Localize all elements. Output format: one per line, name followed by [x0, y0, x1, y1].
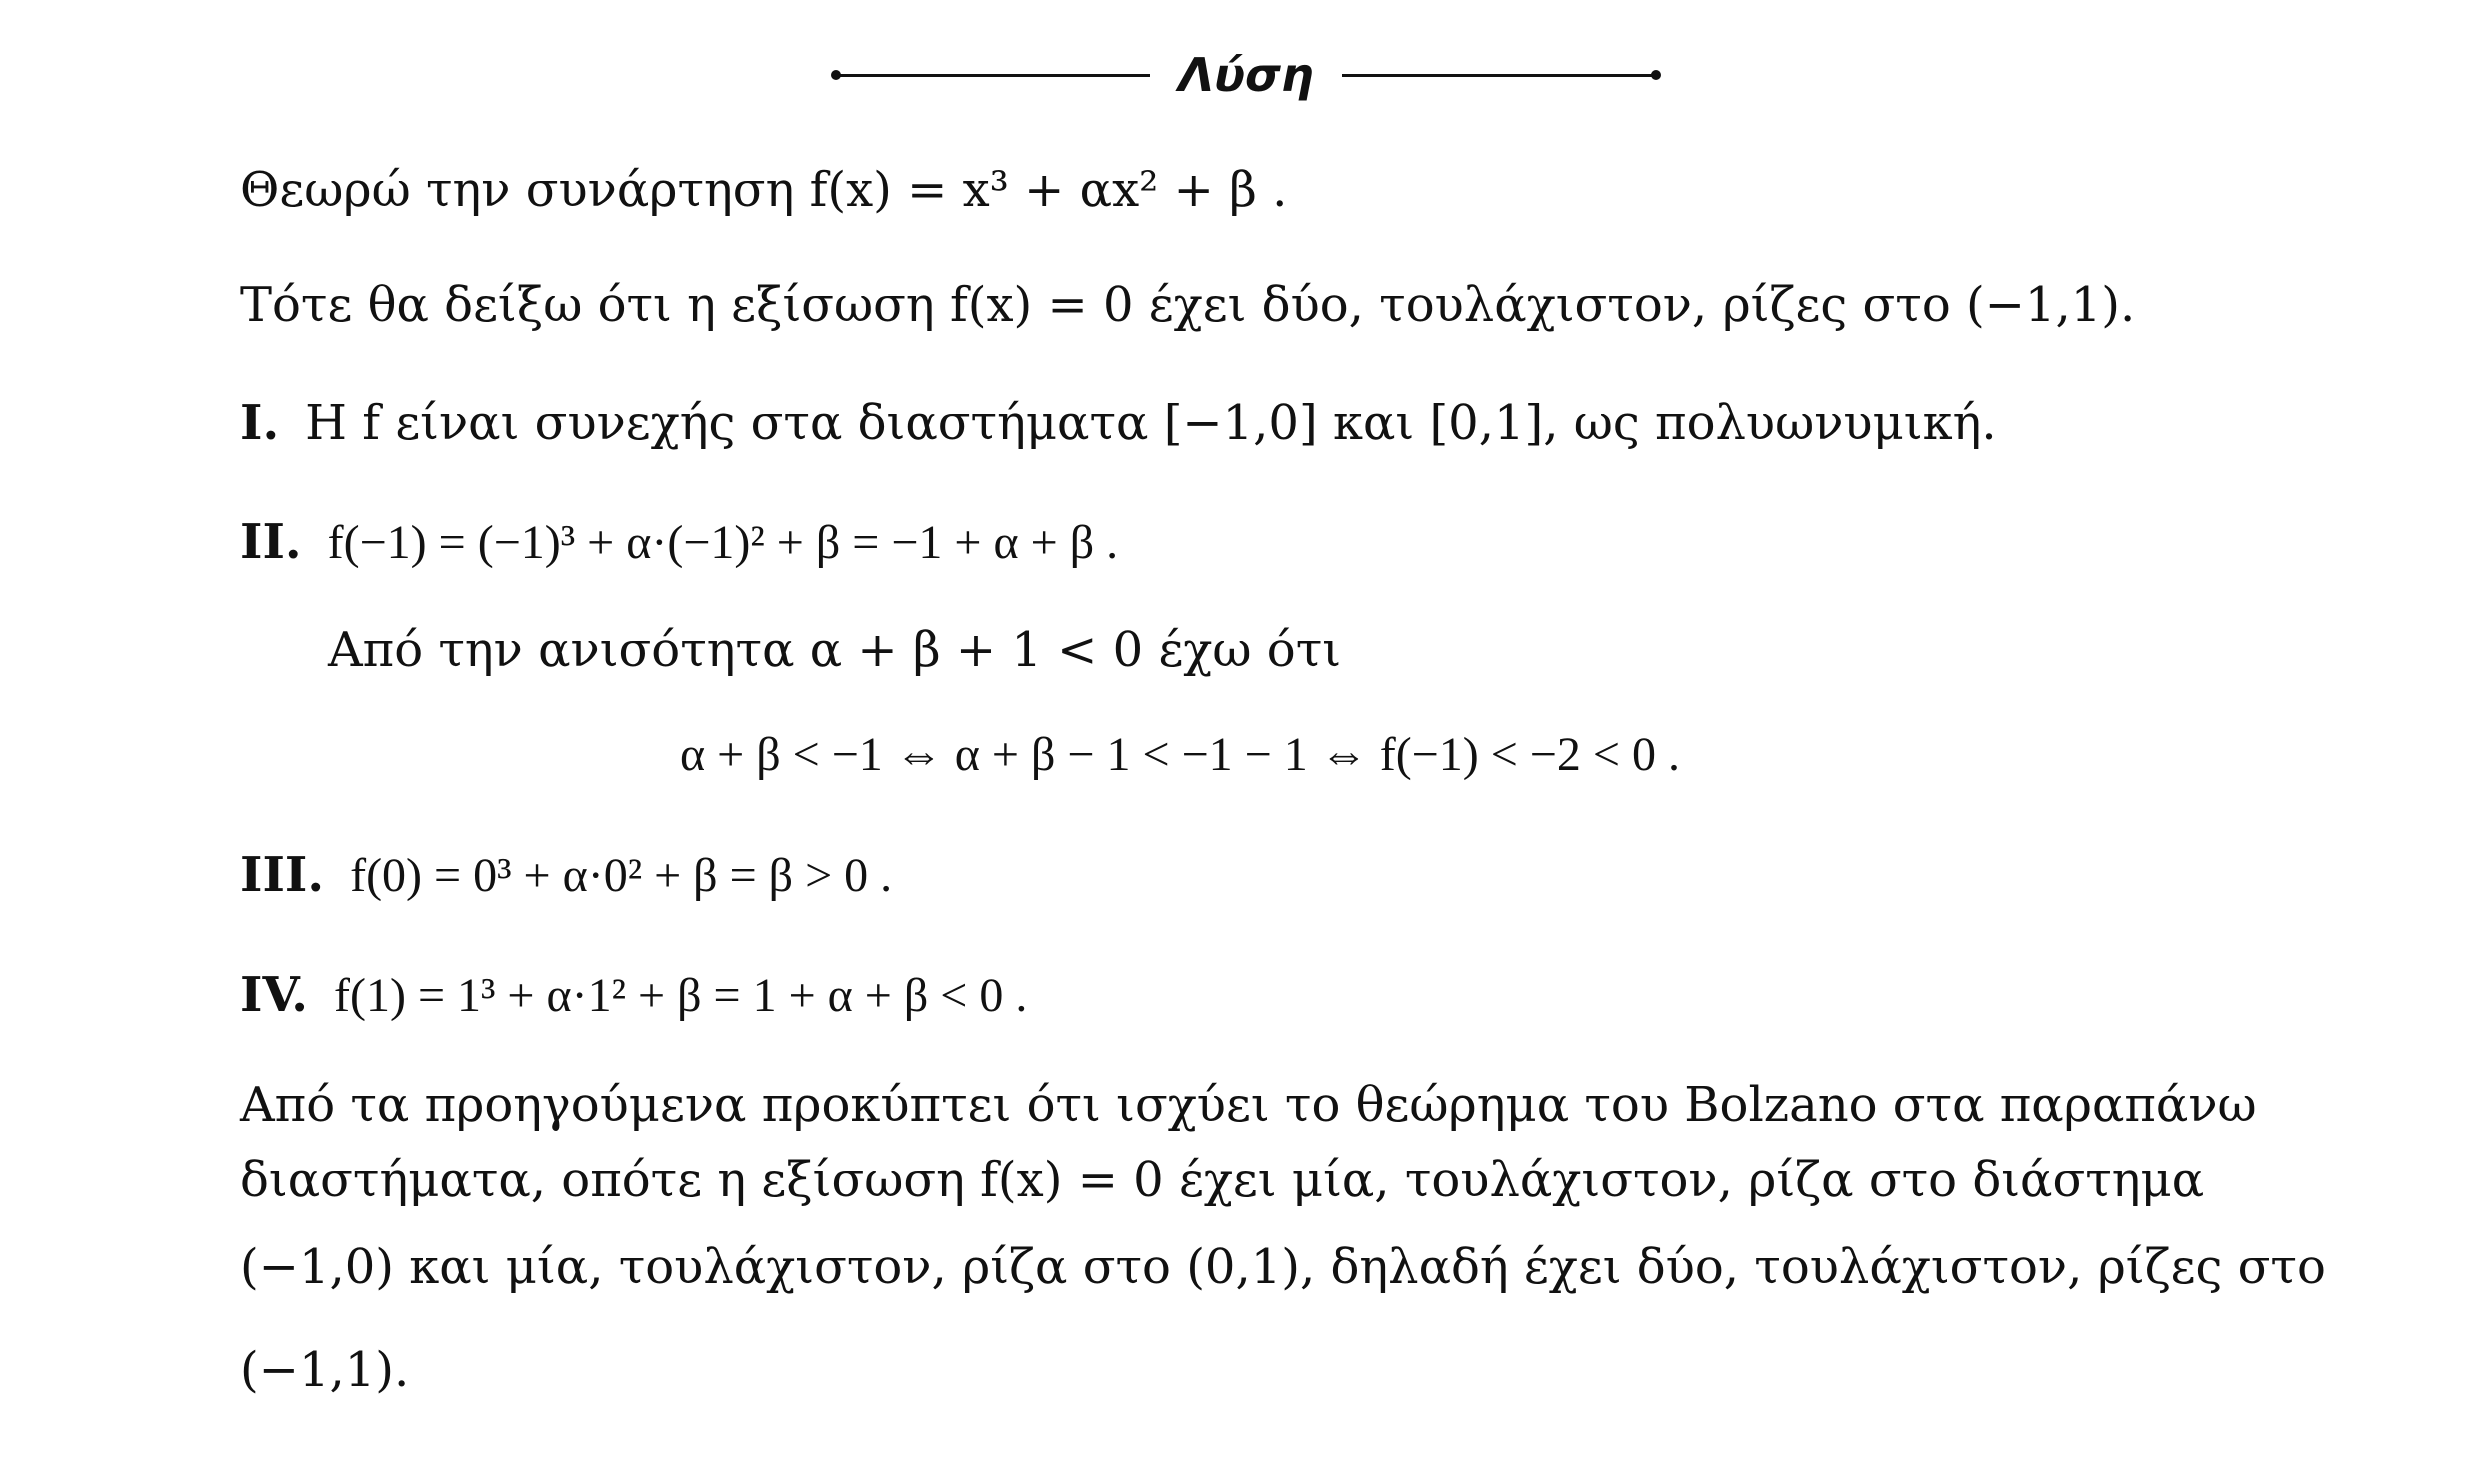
- intro-line-1: Θεωρώ την συνάρτηση f(x) = x³ + αx² + β .: [240, 162, 1288, 218]
- conclusion-line-1: Από τα προηγούμενα προκύπτει ότι ισχύει το θεώρημα του Bolzano στα παραπάνω: [240, 1077, 2257, 1133]
- step-text: f(−1) = (−1)³ + α·(−1)² + β = −1 + α + β .: [327, 516, 1119, 569]
- step-label: I.: [240, 395, 280, 451]
- conclusion-line-4: (−1,1).: [240, 1342, 410, 1398]
- step-label: II.: [240, 514, 302, 570]
- step-2: [240, 512, 1118, 573]
- step-label: III.: [240, 847, 325, 903]
- step-label: IV.: [240, 967, 309, 1023]
- header-rule-left: [836, 74, 1150, 77]
- conclusion-line-2: διαστήματα, οπότε η εξίσωση f(x) = 0 έχει μία, τουλάχιστον, ρίζα στο διάστημα: [240, 1152, 2205, 1208]
- step-1: [240, 393, 1997, 453]
- step-text: f(1) = 1³ + α·1² + β = 1 + α + β < 0 .: [334, 969, 1028, 1022]
- conclusion-line-3: (−1,0) και μία, τουλάχιστον, ρίζα στο (0,1), δηλαδή έχει δύο, τουλάχιστον, ρίζες στο: [240, 1239, 2326, 1295]
- header-rule-right: [1342, 74, 1656, 77]
- step-4: [240, 965, 1027, 1026]
- step-3: [240, 845, 892, 906]
- solution-title: Λύση: [1178, 48, 1314, 102]
- step-text: Η f είναι συνεχής στα διαστήματα [−1,0] και [0,1], ως πολυωνυμική.: [305, 395, 1997, 451]
- intro-line-2: Τότε θα δείξω ότι η εξίσωση f(x) = 0 έχει δύο, τουλάχιστον, ρίζες στο (−1,1).: [240, 277, 2136, 333]
- step-2-remark: Από την ανισότητα α + β + 1 < 0 έχω ότι: [328, 622, 1342, 678]
- solution-header: [836, 40, 1656, 110]
- step-text: f(0) = 0³ + α·0² + β = β > 0 .: [350, 849, 893, 902]
- step-2-inequality: α + β < −1 ⇔ α + β − 1 < −1 − 1 ⇔ f(−1) < −2 < 0 .: [680, 728, 1680, 781]
